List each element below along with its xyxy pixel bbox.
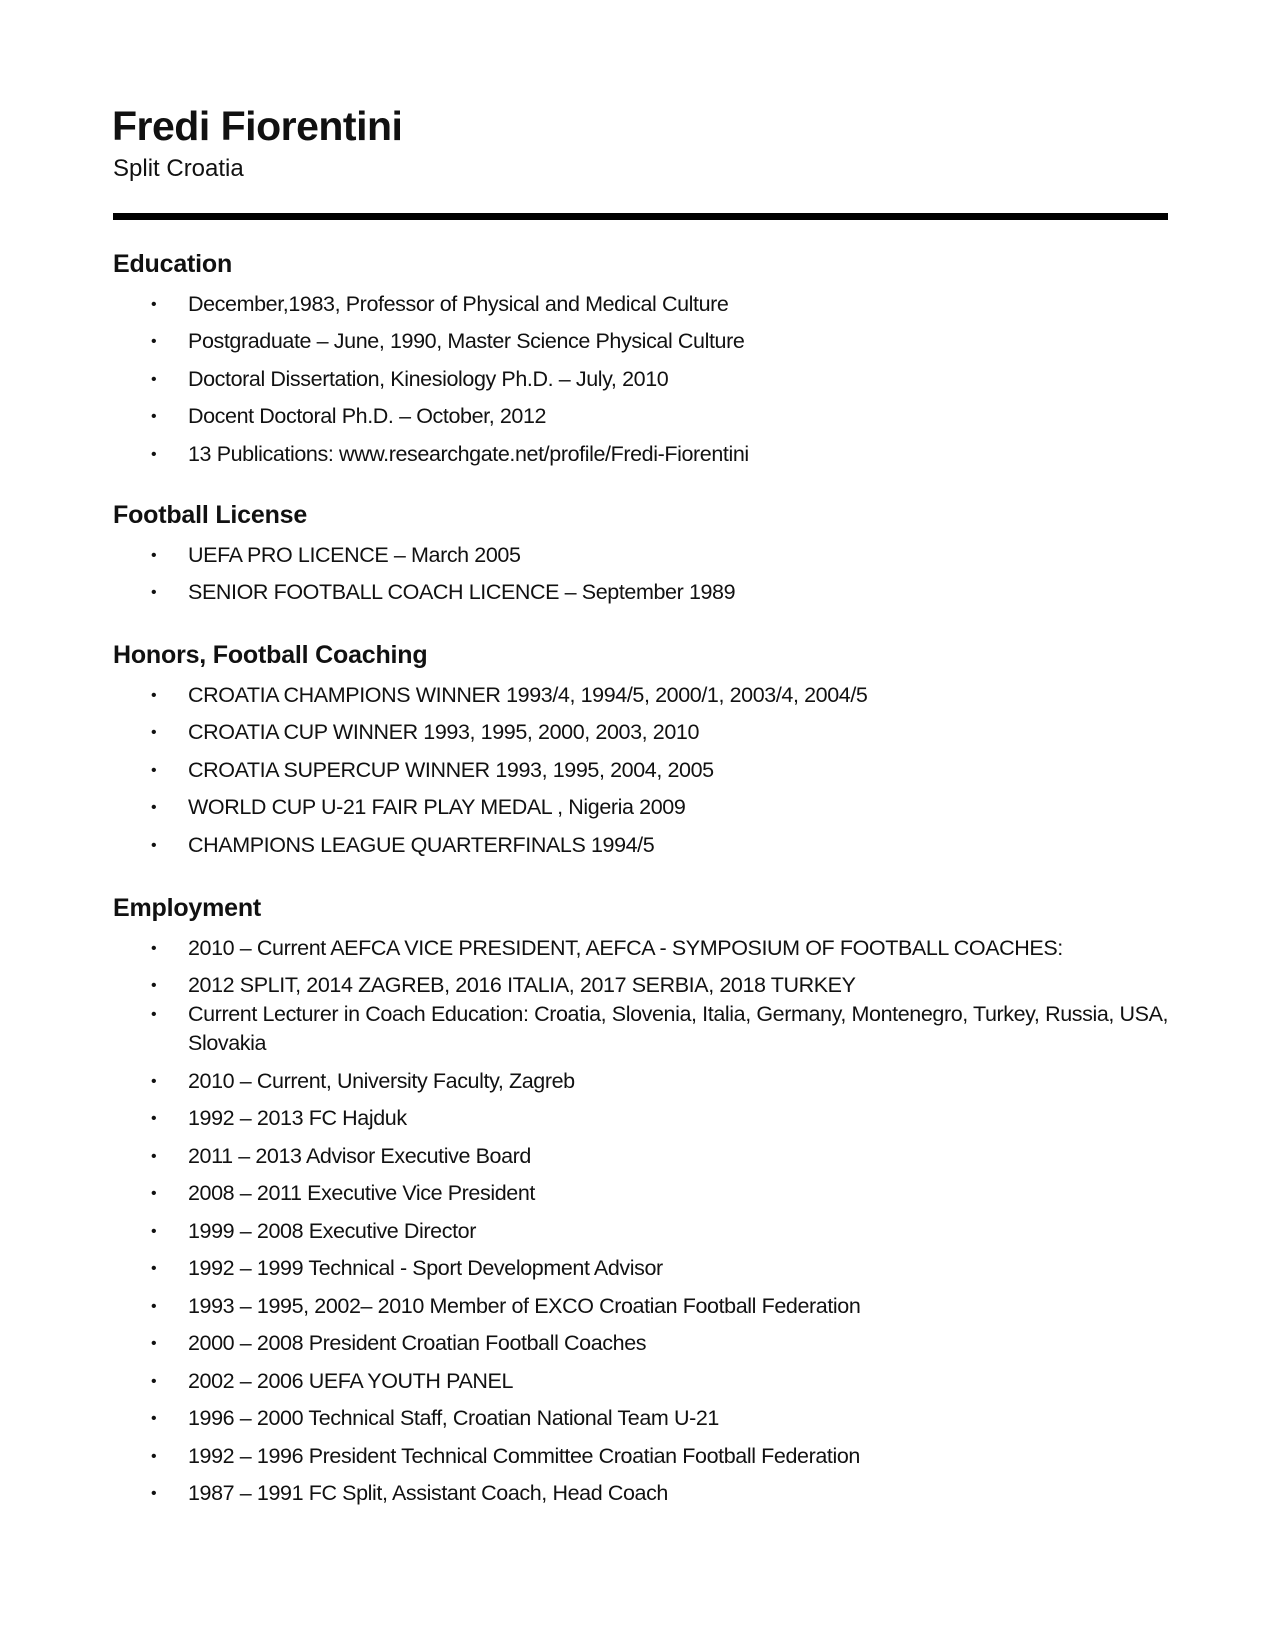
list-item xyxy=(113,1404,1173,1433)
list-item xyxy=(113,681,1173,710)
list-item xyxy=(113,1254,1173,1283)
list-item xyxy=(113,756,1173,785)
list-item-text: 1992 – 1996 President Technical Committee Croatian Football Federation xyxy=(188,1443,860,1468)
bullet-icon: • xyxy=(151,1485,157,1502)
list-item xyxy=(113,1104,1173,1133)
bullet-icon: • xyxy=(151,939,157,957)
bullet-icon: • xyxy=(151,295,157,313)
section-honors xyxy=(113,638,1173,860)
bullet-icon: • xyxy=(151,977,157,994)
list-item-text: CROATIA CHAMPIONS WINNER 1993/4, 1994/5, 2000/1, 2003/4, 2004/5 xyxy=(188,682,868,707)
list-item-text: 1987 – 1991 FC Split, Assistant Coach, Head Coach xyxy=(188,1481,668,1505)
bullet-icon: • xyxy=(151,836,157,854)
header-divider xyxy=(113,213,1168,220)
list-item-text: 2010 – Current AEFCA VICE PRESIDENT, AEFCA - SYMPOSIUM OF FOOTBALL COACHES: xyxy=(188,935,1063,960)
bullet-icon: • xyxy=(151,1072,157,1090)
bullet-icon: • xyxy=(151,799,157,816)
bullet-icon: • xyxy=(151,1372,157,1390)
section-football-license xyxy=(113,498,1173,607)
list-item xyxy=(113,290,1173,319)
list-item xyxy=(113,1292,1173,1321)
section-employment xyxy=(113,891,1173,1508)
list-item-text: 1992 – 1999 Technical - Sport Development Advisor xyxy=(188,1256,663,1280)
section-heading: Employment xyxy=(113,894,262,922)
bullet-icon: • xyxy=(151,724,157,741)
bullet-icon: • xyxy=(151,1335,157,1352)
list-item xyxy=(113,1000,1173,1058)
list-item-text: Postgraduate – June, 1990, Master Science Physical Culture xyxy=(188,329,745,353)
list-item xyxy=(113,934,1173,963)
list-item xyxy=(113,327,1173,356)
list-item-text: 2002 – 2006 UEFA YOUTH PANEL xyxy=(188,1368,514,1393)
list-item xyxy=(113,718,1173,747)
list-item-text: Doctoral Dissertation, Kinesiology Ph.D. – July, 2010 xyxy=(188,366,669,391)
list-item-text: 1993 – 1995, 2002– 2010 Member of EXCO Croatian Football Federation xyxy=(188,1293,861,1318)
list-item xyxy=(113,1367,1173,1396)
section-heading: Football License xyxy=(113,501,308,529)
person-name: Fredi Fiorentini xyxy=(112,103,403,149)
list-item-text: CROATIA CUP WINNER 1993, 1995, 2000, 2003, 2010 xyxy=(188,720,700,744)
list-item-text: 1992 – 2013 FC Hajduk xyxy=(188,1106,407,1130)
list-item xyxy=(113,793,1173,822)
list-item-text: 1996 – 2000 Technical Staff, Croatian National Team U-21 xyxy=(188,1406,719,1430)
bullet-icon: • xyxy=(151,408,157,425)
list-item-text: 13 Publications: www.researchgate.net/profile/Fredi-Fiorentini xyxy=(188,441,749,466)
list-item xyxy=(113,1067,1173,1096)
list-item xyxy=(113,1329,1173,1358)
bullet-icon: • xyxy=(151,1147,157,1165)
employment-list xyxy=(113,934,1173,1509)
list-item-text: 1999 – 2008 Executive Director xyxy=(188,1218,476,1243)
list-item xyxy=(113,1179,1173,1208)
list-item-text: 2008 – 2011 Executive Vice President xyxy=(188,1181,535,1205)
bullet-icon: • xyxy=(151,1222,157,1240)
bullet-icon: • xyxy=(151,761,157,779)
bullet-icon: • xyxy=(151,1006,157,1023)
list-item-text: 2010 – Current, University Faculty, Zagreb xyxy=(188,1068,575,1093)
section-heading: Education xyxy=(113,250,233,278)
list-item-text: 2011 – 2013 Advisor Executive Board xyxy=(188,1143,531,1168)
bullet-icon: • xyxy=(151,546,157,564)
bullet-icon: • xyxy=(151,1410,157,1427)
bullet-icon: • xyxy=(151,1260,157,1277)
bullet-icon: • xyxy=(151,686,157,704)
person-location: Split Croatia xyxy=(113,155,244,182)
list-item xyxy=(113,365,1173,394)
section-education xyxy=(113,247,1173,469)
bullet-icon: • xyxy=(151,333,157,350)
honors-list xyxy=(113,681,1173,860)
list-item-text: CHAMPIONS LEAGUE QUARTERFINALS 1994/5 xyxy=(188,832,655,857)
bullet-icon: • xyxy=(151,1297,157,1315)
license-list xyxy=(113,541,1173,608)
list-item-text: CROATIA SUPERCUP WINNER 1993, 1995, 2004, 2005 xyxy=(188,757,714,782)
list-item xyxy=(113,440,1173,469)
bullet-icon: • xyxy=(151,1447,157,1465)
bullet-icon: • xyxy=(151,1185,157,1202)
list-item-text: Current Lecturer in Coach Education: Croatia, Slovenia, Italia, Germany, Montenegro, Turkey, Russia, USA, Slovakia xyxy=(188,1002,1169,1055)
list-item-text: Docent Doctoral Ph.D. – October, 2012 xyxy=(188,404,547,428)
list-item-text: December,1983, Professor of Physical and Medical Culture xyxy=(188,291,729,316)
list-item-text: UEFA PRO LICENCE – March 2005 xyxy=(188,542,521,567)
section-heading: Honors, Football Coaching xyxy=(113,641,428,669)
education-list xyxy=(113,290,1173,469)
list-item xyxy=(113,1442,1173,1471)
list-item xyxy=(113,1142,1173,1171)
list-item xyxy=(113,1479,1173,1508)
bullet-icon: • xyxy=(151,1110,157,1127)
list-item-text: WORLD CUP U-21 FAIR PLAY MEDAL , Nigeria 2009 xyxy=(188,795,686,819)
list-item xyxy=(113,1217,1173,1246)
list-item xyxy=(113,402,1173,431)
bullet-icon: • xyxy=(151,370,157,388)
list-item xyxy=(113,971,1173,1000)
list-item-text: 2012 SPLIT, 2014 ZAGREB, 2016 ITALIA, 2017 SERBIA, 2018 TURKEY xyxy=(188,973,856,997)
list-item-text: SENIOR FOOTBALL COACH LICENCE – September 1989 xyxy=(188,580,736,604)
list-item xyxy=(113,541,1173,570)
bullet-icon: • xyxy=(151,584,157,601)
list-item xyxy=(113,578,1173,607)
list-item xyxy=(113,831,1173,860)
bullet-icon: • xyxy=(151,445,157,463)
list-item-text: 2000 – 2008 President Croatian Football Coaches xyxy=(188,1331,647,1355)
